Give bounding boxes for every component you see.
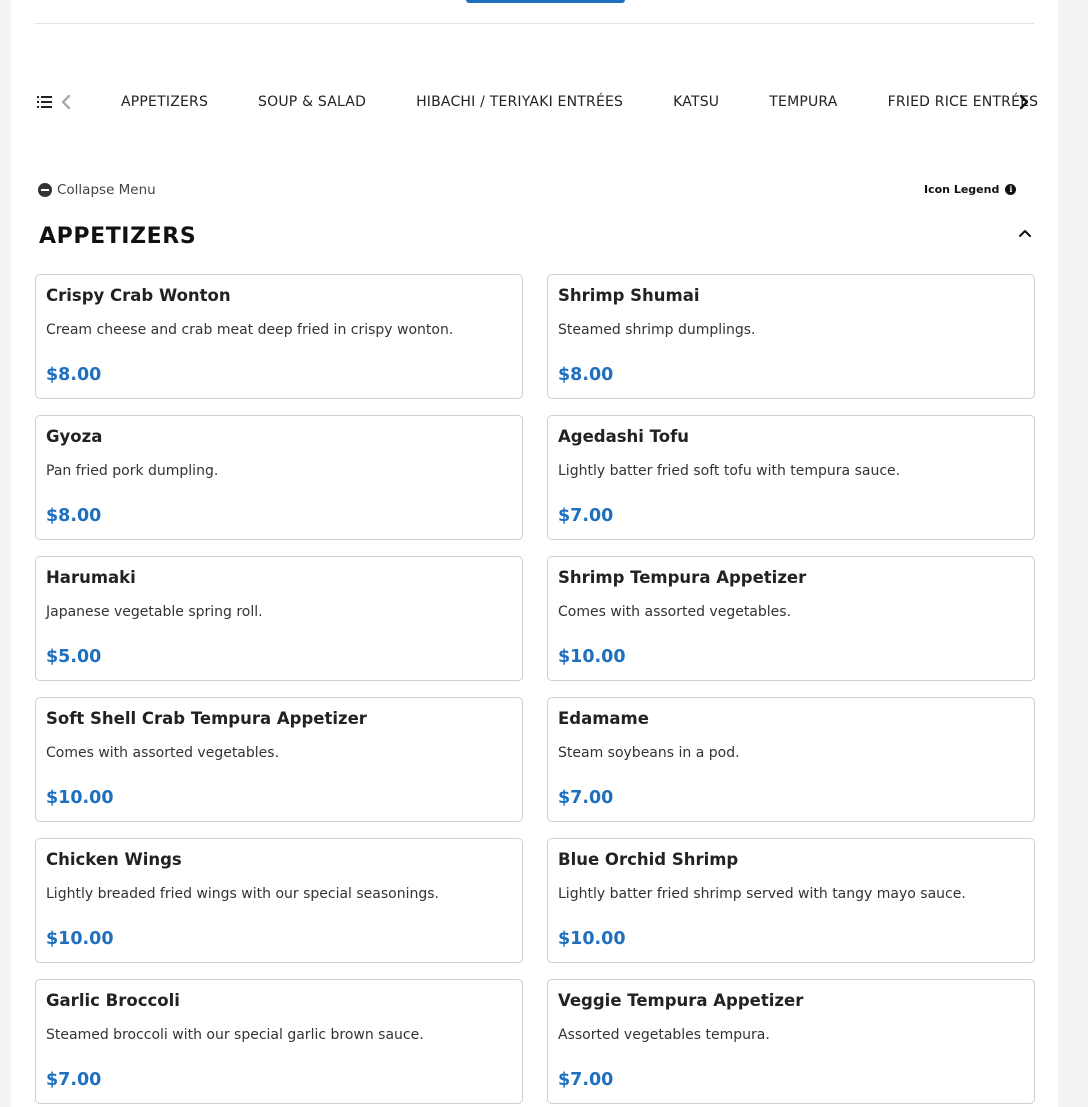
item-description: Steamed shrimp dumplings. bbox=[558, 322, 756, 338]
item-description: Comes with assorted vegetables. bbox=[46, 745, 280, 761]
item-price: $10.00 bbox=[558, 647, 626, 667]
menu-item-card[interactable] bbox=[547, 697, 1035, 822]
item-price: $8.00 bbox=[46, 365, 102, 385]
item-price: $7.00 bbox=[558, 506, 614, 526]
item-description: Steam soybeans in a pod. bbox=[558, 745, 740, 761]
icon-legend-button[interactable] bbox=[924, 181, 1016, 197]
category-tab[interactable]: FRIED RICE ENTRÉES bbox=[887, 94, 1039, 110]
item-name: Edamame bbox=[558, 709, 649, 728]
menu-item-card[interactable] bbox=[35, 697, 523, 822]
category-tab[interactable]: TEMPURA bbox=[769, 94, 838, 110]
menu-item-card[interactable] bbox=[547, 274, 1035, 399]
menu-page bbox=[11, 0, 1058, 1107]
item-description: Lightly batter fried soft tofu with tempura sauce. bbox=[558, 463, 901, 479]
menu-item-card[interactable] bbox=[547, 556, 1035, 681]
menu-item-card[interactable] bbox=[35, 556, 523, 681]
item-name: Crispy Crab Wonton bbox=[46, 286, 231, 305]
category-tab[interactable]: SOUP & SALAD bbox=[258, 94, 367, 110]
item-name: Shrimp Tempura Appetizer bbox=[558, 568, 807, 587]
chevron-left-icon[interactable] bbox=[59, 93, 73, 111]
collapse-menu-label: Collapse Menu bbox=[57, 182, 156, 198]
item-name: Gyoza bbox=[46, 427, 103, 446]
menu-item-card[interactable] bbox=[547, 838, 1035, 963]
chevron-right-icon[interactable] bbox=[1017, 93, 1031, 111]
item-price: $7.00 bbox=[558, 1070, 614, 1090]
top-action-button[interactable] bbox=[466, 0, 625, 3]
info-icon: i bbox=[1005, 184, 1016, 195]
list-icon[interactable] bbox=[37, 95, 52, 109]
menu-item-card[interactable] bbox=[35, 274, 523, 399]
menu-item-grid bbox=[35, 274, 1034, 1104]
item-description: Comes with assorted vegetables. bbox=[558, 604, 792, 620]
minus-circle-icon bbox=[38, 183, 52, 197]
item-price: $5.00 bbox=[46, 647, 102, 667]
item-price: $10.00 bbox=[558, 929, 626, 949]
item-price: $10.00 bbox=[46, 788, 114, 808]
item-description: Cream cheese and crab meat deep fried in crispy wonton. bbox=[46, 322, 454, 338]
menu-item-card[interactable] bbox=[547, 979, 1035, 1104]
item-description: Pan fried pork dumpling. bbox=[46, 463, 219, 479]
item-name: Soft Shell Crab Tempura Appetizer bbox=[46, 709, 367, 728]
item-name: Blue Orchid Shrimp bbox=[558, 850, 739, 869]
item-name: Veggie Tempura Appetizer bbox=[558, 991, 804, 1010]
item-description: Japanese vegetable spring roll. bbox=[46, 604, 263, 620]
item-description: Assorted vegetables tempura. bbox=[558, 1027, 770, 1043]
menu-item-card[interactable] bbox=[35, 979, 523, 1104]
item-name: Chicken Wings bbox=[46, 850, 182, 869]
collapse-menu-button[interactable] bbox=[38, 181, 156, 199]
item-name: Garlic Broccoli bbox=[46, 991, 180, 1010]
section-title: APPETIZERS bbox=[39, 224, 197, 249]
category-tab[interactable]: APPETIZERS bbox=[121, 94, 209, 110]
item-price: $10.00 bbox=[46, 929, 114, 949]
item-price: $8.00 bbox=[46, 506, 102, 526]
item-price: $7.00 bbox=[46, 1070, 102, 1090]
item-description: Lightly batter fried shrimp served with tangy mayo sauce. bbox=[558, 886, 966, 902]
chevron-up-icon[interactable] bbox=[1017, 225, 1033, 241]
item-price: $8.00 bbox=[558, 365, 614, 385]
item-description: Steamed broccoli with our special garlic brown sauce. bbox=[46, 1027, 424, 1043]
category-nav bbox=[35, 82, 1039, 122]
icon-legend-label: Icon Legend bbox=[924, 182, 1000, 196]
category-tab[interactable]: KATSU bbox=[673, 94, 720, 110]
item-name: Agedashi Tofu bbox=[558, 427, 690, 446]
category-tab[interactable]: HIBACHI / TERIYAKI ENTRÉES bbox=[416, 94, 624, 110]
category-tabs bbox=[121, 82, 1039, 122]
menu-item-card[interactable] bbox=[35, 838, 523, 963]
item-name: Shrimp Shumai bbox=[558, 286, 700, 305]
menu-item-card[interactable] bbox=[35, 415, 523, 540]
header-divider bbox=[35, 23, 1034, 24]
menu-item-card[interactable] bbox=[547, 415, 1035, 540]
item-name: Harumaki bbox=[46, 568, 136, 587]
item-price: $7.00 bbox=[558, 788, 614, 808]
item-description: Lightly breaded fried wings with our special seasonings. bbox=[46, 886, 440, 902]
